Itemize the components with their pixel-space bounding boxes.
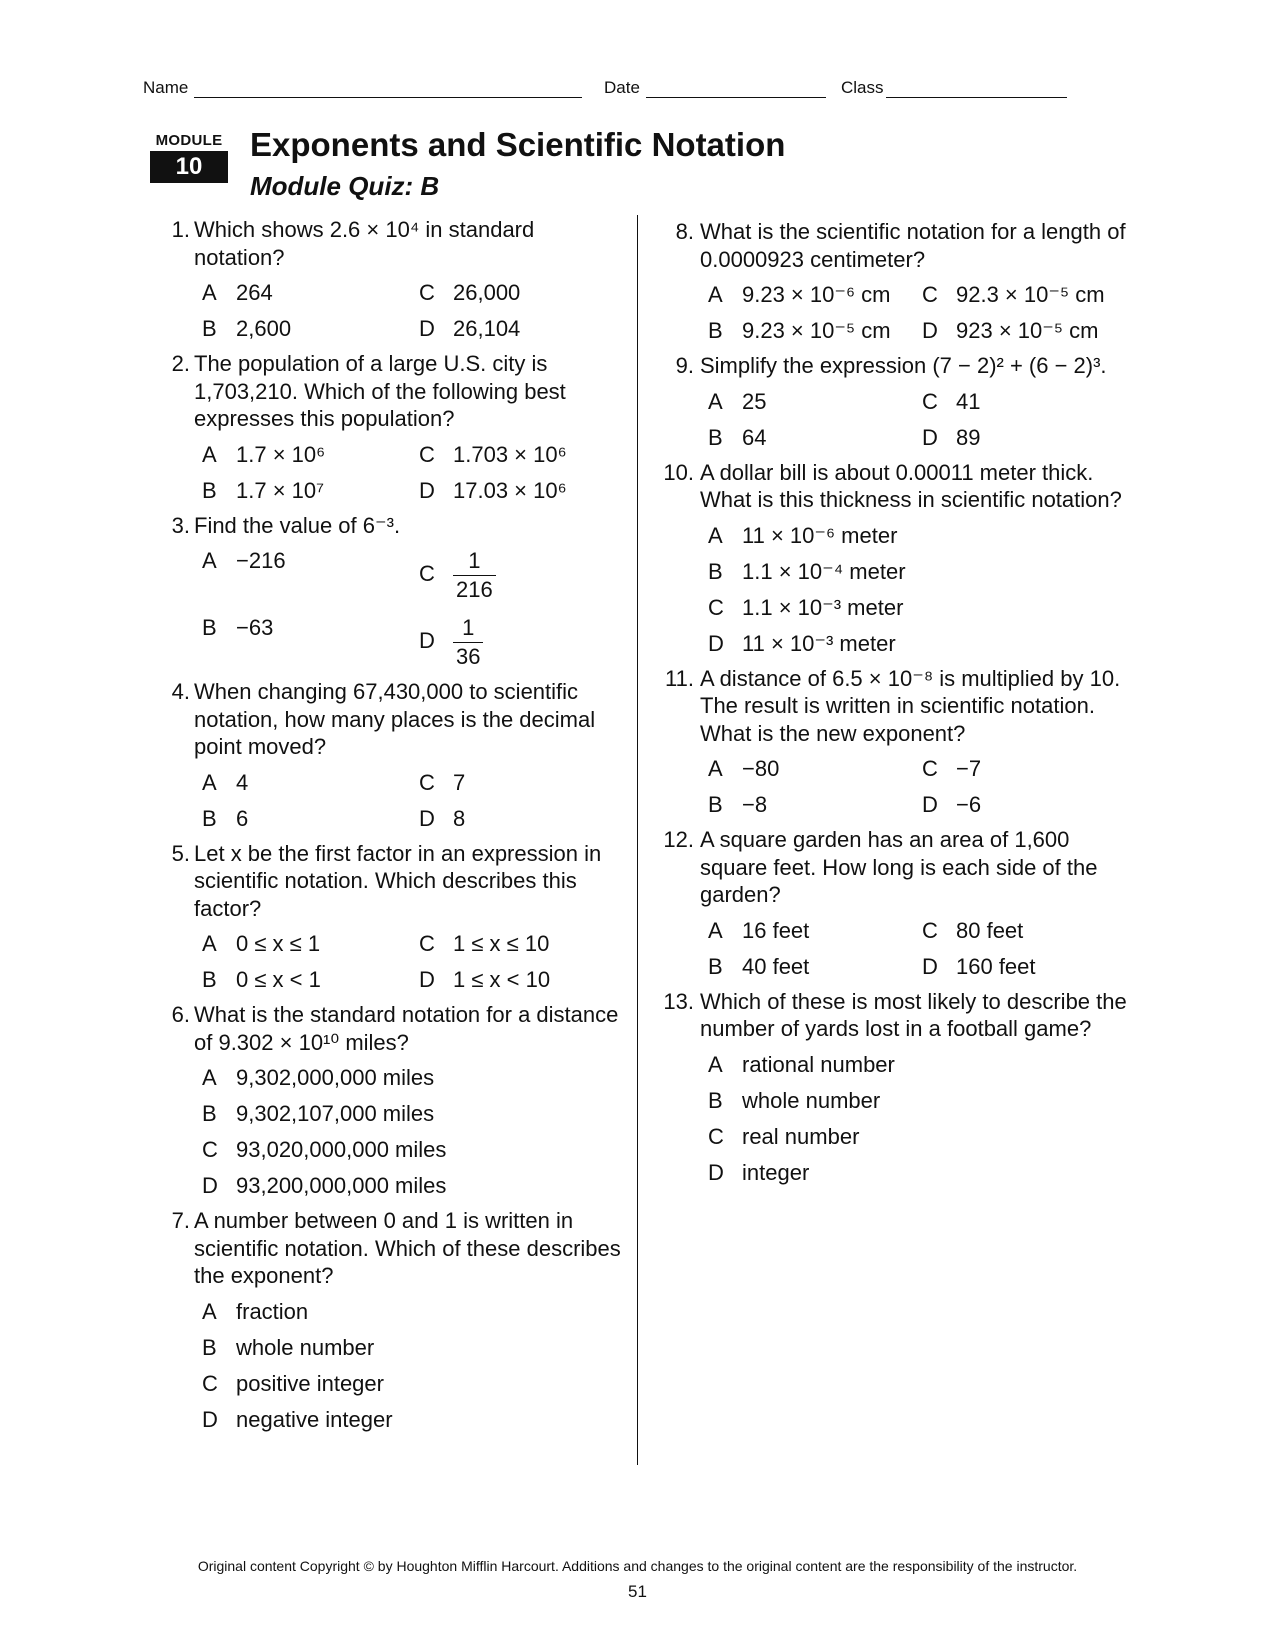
date-line[interactable] bbox=[646, 79, 826, 98]
option-letter: D bbox=[202, 1406, 218, 1432]
question-text: A dollar bill is about 0.00011 meter thick. What is this thickness in scientific notation? bbox=[700, 459, 1122, 512]
option-text: 40 feet bbox=[742, 953, 810, 979]
answer-option-a[interactable] bbox=[194, 1298, 628, 1326]
answer-options bbox=[700, 917, 1128, 981]
answer-option-a[interactable] bbox=[194, 930, 411, 958]
answer-options bbox=[700, 388, 1128, 452]
option-letter: A bbox=[202, 548, 217, 573]
answer-option-a[interactable] bbox=[700, 755, 914, 783]
answer-option-d[interactable] bbox=[914, 317, 1128, 345]
option-text: 26,104 bbox=[453, 316, 521, 341]
answer-options bbox=[194, 1298, 628, 1434]
answer-option-d[interactable] bbox=[700, 1159, 1128, 1187]
question-number: 11. bbox=[665, 665, 694, 691]
question-text: Which shows 2.6 × 10⁴ in standard notation? bbox=[194, 217, 535, 270]
answer-option-b[interactable] bbox=[194, 1334, 628, 1362]
answer-option-b[interactable] bbox=[700, 317, 914, 345]
option-letter: C bbox=[922, 388, 938, 414]
option-letter: D bbox=[419, 316, 435, 341]
option-letter: D bbox=[922, 424, 938, 450]
answer-option-d[interactable] bbox=[700, 630, 1128, 658]
question-text: Let x be the first factor in an expression in scientific notation. Which describes this factor? bbox=[194, 840, 602, 921]
answer-option-b[interactable] bbox=[194, 477, 411, 505]
answer-option-d[interactable] bbox=[411, 805, 628, 833]
question-number: 5. bbox=[171, 840, 190, 866]
question-7 bbox=[158, 1207, 628, 1434]
answer-options bbox=[700, 281, 1128, 345]
option-letter: B bbox=[708, 424, 723, 450]
option-text: negative integer bbox=[236, 1406, 393, 1432]
option-letter: D bbox=[708, 1159, 724, 1185]
answer-option-b[interactable] bbox=[194, 805, 411, 833]
option-text: whole number bbox=[742, 1087, 881, 1113]
option-text: 7 bbox=[453, 769, 466, 795]
answer-options bbox=[194, 769, 628, 833]
answer-option-c[interactable] bbox=[411, 930, 628, 958]
answer-option-a[interactable] bbox=[194, 279, 411, 307]
question-text: Simplify the expression (7 − 2)² + (6 − 2)³. bbox=[700, 353, 1107, 378]
answer-option-c[interactable] bbox=[411, 441, 628, 469]
option-letter: B bbox=[202, 1101, 217, 1126]
answer-option-c[interactable] bbox=[411, 547, 628, 604]
name-label: Name bbox=[143, 78, 189, 97]
question-number: 8. bbox=[675, 219, 694, 244]
option-text: rational number bbox=[742, 1051, 895, 1077]
answer-option-c[interactable] bbox=[914, 917, 1128, 945]
option-text: −6 bbox=[956, 792, 982, 817]
question-number: 1. bbox=[171, 217, 190, 242]
fraction-denominator: 36 bbox=[456, 644, 481, 669]
answer-option-d[interactable] bbox=[411, 614, 628, 671]
option-text: real number bbox=[742, 1123, 860, 1149]
option-text: −216 bbox=[236, 548, 286, 573]
question-number: 9. bbox=[675, 353, 694, 378]
question-10 bbox=[658, 459, 1128, 658]
option-text: whole number bbox=[236, 1334, 375, 1360]
class-line[interactable] bbox=[886, 79, 1067, 98]
option-letter: B bbox=[202, 477, 217, 503]
answer-option-c[interactable] bbox=[194, 1370, 628, 1398]
answer-options bbox=[194, 441, 628, 505]
answer-option-b[interactable] bbox=[194, 1100, 628, 1128]
question-number: 3. bbox=[171, 512, 190, 538]
option-letter: A bbox=[202, 1298, 217, 1324]
option-text: 1 ≤ x < 10 bbox=[453, 967, 551, 992]
option-text: 41 bbox=[956, 388, 981, 414]
question-number: 6. bbox=[171, 1002, 190, 1027]
answer-option-c[interactable] bbox=[700, 594, 1128, 622]
option-text: 16 feet bbox=[742, 917, 810, 943]
option-letter: C bbox=[922, 756, 938, 781]
option-text: 4 bbox=[236, 769, 249, 795]
option-text: 9,302,107,000 miles bbox=[236, 1101, 435, 1126]
date-label: Date bbox=[604, 78, 640, 97]
answer-option-a[interactable] bbox=[194, 1064, 628, 1092]
answer-options bbox=[700, 522, 1128, 658]
option-text: 1.1 × 10⁻⁴ meter bbox=[742, 558, 906, 584]
question-12 bbox=[658, 826, 1128, 981]
question-number: 10. bbox=[663, 459, 694, 485]
option-letter: C bbox=[419, 561, 435, 587]
module-number: 10 bbox=[150, 151, 228, 183]
question-11 bbox=[658, 665, 1128, 820]
option-letter: A bbox=[708, 756, 723, 781]
option-letter: D bbox=[922, 318, 938, 343]
answer-option-b[interactable] bbox=[194, 966, 411, 994]
answer-option-a[interactable] bbox=[194, 769, 411, 797]
option-letter: C bbox=[419, 769, 435, 795]
module-label: MODULE bbox=[155, 132, 223, 149]
answer-option-b[interactable] bbox=[700, 1087, 1128, 1115]
option-text: 92.3 × 10⁻⁵ cm bbox=[956, 282, 1105, 307]
option-text: 264 bbox=[236, 280, 273, 305]
answer-options bbox=[194, 1064, 628, 1200]
option-letter: A bbox=[708, 522, 723, 548]
option-letter: B bbox=[708, 792, 723, 817]
question-text: A distance of 6.5 × 10⁻⁸ is multiplied by 10. The result is written in scientific notation. What is the new exponent? bbox=[700, 665, 1121, 746]
option-letter: C bbox=[922, 282, 938, 307]
option-text: 1.1 × 10⁻³ meter bbox=[742, 594, 904, 620]
option-text: 8 bbox=[453, 805, 466, 831]
option-letter: B bbox=[202, 967, 217, 992]
option-letter: C bbox=[202, 1137, 218, 1162]
answer-option-d[interactable] bbox=[914, 791, 1128, 819]
option-letter: A bbox=[202, 1065, 217, 1090]
answer-options bbox=[700, 755, 1128, 819]
answer-option-a[interactable] bbox=[700, 522, 1128, 550]
right-column bbox=[658, 218, 1128, 1194]
option-text: 9.23 × 10⁻⁵ cm bbox=[742, 318, 891, 343]
option-text: 93,200,000,000 miles bbox=[236, 1173, 447, 1198]
name-field bbox=[143, 78, 582, 98]
option-text: 64 bbox=[742, 424, 767, 450]
fraction-denominator: 216 bbox=[456, 577, 493, 602]
answer-option-b[interactable] bbox=[700, 953, 914, 981]
option-letter: D bbox=[419, 477, 435, 503]
answer-option-a[interactable] bbox=[700, 917, 914, 945]
answer-option-b[interactable] bbox=[700, 791, 914, 819]
question-1 bbox=[158, 216, 628, 343]
option-text: 80 feet bbox=[956, 917, 1024, 943]
name-line[interactable] bbox=[194, 79, 582, 98]
page-subtitle: Module Quiz: B bbox=[250, 171, 440, 201]
answer-option-c[interactable] bbox=[411, 279, 628, 307]
option-text: 0 ≤ x ≤ 1 bbox=[236, 931, 321, 956]
question-number: 4. bbox=[171, 679, 190, 704]
question-number: 12. bbox=[663, 827, 694, 852]
option-text: 93,020,000,000 miles bbox=[236, 1137, 447, 1162]
option-letter: B bbox=[708, 1087, 723, 1113]
option-letter: D bbox=[419, 967, 435, 992]
question-text: The population of a large U.S. city is 1,703,210. Which of the following best expresses this population? bbox=[194, 351, 566, 431]
option-text: 1.703 × 10⁶ bbox=[453, 441, 567, 467]
option-letter: C bbox=[419, 441, 435, 467]
option-text: 160 feet bbox=[956, 953, 1036, 979]
option-letter: A bbox=[708, 1051, 723, 1077]
option-letter: D bbox=[922, 792, 938, 817]
question-5 bbox=[158, 840, 628, 995]
option-text: 17.03 × 10⁶ bbox=[453, 477, 567, 503]
answer-option-a[interactable] bbox=[194, 547, 411, 604]
left-column bbox=[158, 216, 628, 1441]
option-letter: A bbox=[202, 441, 217, 467]
module-badge bbox=[150, 132, 228, 183]
question-text: Find the value of 6⁻³. bbox=[194, 512, 401, 538]
fraction bbox=[453, 614, 483, 671]
question-13 bbox=[658, 988, 1128, 1187]
class-label: Class bbox=[841, 78, 884, 97]
answer-option-d[interactable] bbox=[914, 953, 1128, 981]
answer-option-a[interactable] bbox=[700, 388, 914, 416]
answer-option-a[interactable] bbox=[700, 281, 914, 309]
option-letter: B bbox=[202, 805, 217, 831]
option-text: 1.7 × 10⁷ bbox=[236, 477, 325, 503]
option-text: −8 bbox=[742, 792, 768, 817]
option-letter: C bbox=[419, 280, 435, 305]
question-text: A number between 0 and 1 is written in scientific notation. Which of these describes the exponent? bbox=[194, 1208, 621, 1288]
question-9 bbox=[658, 352, 1128, 452]
answer-options bbox=[194, 930, 628, 994]
option-text: 0 ≤ x < 1 bbox=[236, 967, 321, 992]
option-letter: B bbox=[708, 953, 723, 979]
question-3 bbox=[158, 512, 628, 672]
option-letter: D bbox=[708, 630, 724, 656]
option-text: −7 bbox=[956, 756, 982, 781]
option-letter: D bbox=[202, 1173, 218, 1198]
option-letter: B bbox=[708, 318, 723, 343]
answer-option-c[interactable] bbox=[914, 281, 1128, 309]
column-divider bbox=[637, 215, 638, 1465]
option-text: 9,302,000,000 miles bbox=[236, 1065, 435, 1090]
option-letter: A bbox=[202, 931, 217, 956]
option-text: fraction bbox=[236, 1298, 309, 1324]
answer-option-d[interactable] bbox=[194, 1172, 628, 1200]
answer-option-d[interactable] bbox=[411, 315, 628, 343]
option-letter: C bbox=[708, 1123, 724, 1149]
question-2 bbox=[158, 350, 628, 505]
answer-option-c[interactable] bbox=[700, 1123, 1128, 1151]
page-number: 51 bbox=[628, 1582, 647, 1601]
option-text: 2,600 bbox=[236, 316, 292, 341]
option-letter: C bbox=[419, 931, 435, 956]
question-4 bbox=[158, 678, 628, 833]
answer-options bbox=[700, 1051, 1128, 1187]
class-field bbox=[841, 78, 1067, 98]
answer-option-a[interactable] bbox=[700, 1051, 1128, 1079]
option-text: −80 bbox=[742, 756, 780, 781]
option-letter: B bbox=[708, 558, 723, 584]
option-text: 1.7 × 10⁶ bbox=[236, 441, 326, 467]
question-number: 13. bbox=[663, 988, 694, 1014]
option-text: 11 × 10⁻⁶ meter bbox=[742, 522, 898, 548]
question-text: What is the scientific notation for a length of 0.0000923 centimeter? bbox=[700, 219, 1126, 272]
option-letter: D bbox=[419, 628, 435, 654]
option-text: 25 bbox=[742, 388, 767, 414]
option-text: positive integer bbox=[236, 1370, 384, 1396]
question-number: 2. bbox=[171, 351, 190, 376]
answer-option-c[interactable] bbox=[411, 769, 628, 797]
date-field bbox=[604, 78, 826, 98]
option-text: 923 × 10⁻⁵ cm bbox=[956, 318, 1099, 343]
option-text: 1 ≤ x ≤ 10 bbox=[453, 931, 550, 956]
option-letter: B bbox=[202, 615, 217, 640]
copyright-footer: Original content Copyright © by Houghton Mifflin Harcourt. Additions and changes to the original content are the responsibility of the instructor. bbox=[197, 1558, 1078, 1574]
option-letter: A bbox=[708, 917, 723, 943]
answer-option-b[interactable] bbox=[194, 315, 411, 343]
answer-option-d[interactable] bbox=[914, 424, 1128, 452]
question-text: Which of these is most likely to describe the number of yards lost in a football game? bbox=[700, 988, 1127, 1041]
option-letter: C bbox=[202, 1370, 218, 1396]
option-letter: A bbox=[202, 280, 217, 305]
page-title: Exponents and Scientific Notation bbox=[250, 126, 786, 163]
question-number: 7. bbox=[171, 1208, 190, 1233]
option-text: 6 bbox=[236, 805, 249, 831]
option-text: 11 × 10⁻³ meter bbox=[742, 630, 896, 656]
answer-option-c[interactable] bbox=[194, 1136, 628, 1164]
fraction-numerator: 1 bbox=[453, 547, 496, 576]
answer-option-b[interactable] bbox=[700, 424, 914, 452]
answer-option-c[interactable] bbox=[914, 388, 1128, 416]
option-letter: D bbox=[922, 953, 938, 979]
answer-option-d[interactable] bbox=[411, 966, 628, 994]
option-text: 9.23 × 10⁻⁶ cm bbox=[742, 282, 891, 307]
answer-options bbox=[194, 279, 628, 343]
answer-option-b[interactable] bbox=[700, 558, 1128, 586]
question-text: A square garden has an area of 1,600 square feet. How long is each side of the garden? bbox=[700, 827, 1098, 907]
option-text: −63 bbox=[236, 615, 274, 640]
option-letter: A bbox=[708, 388, 723, 414]
option-letter: C bbox=[922, 917, 938, 943]
fraction bbox=[453, 547, 496, 604]
question-6 bbox=[158, 1001, 628, 1200]
option-letter: B bbox=[202, 1334, 217, 1360]
question-8 bbox=[658, 218, 1128, 345]
answer-option-d[interactable] bbox=[411, 477, 628, 505]
question-text: When changing 67,430,000 to scientific notation, how many places is the decimal point moved? bbox=[194, 679, 596, 759]
option-letter: B bbox=[202, 316, 217, 341]
answer-options bbox=[194, 547, 628, 671]
answer-option-a[interactable] bbox=[194, 441, 411, 469]
option-letter: A bbox=[708, 282, 723, 307]
option-text: 89 bbox=[956, 424, 981, 450]
option-letter: C bbox=[708, 594, 724, 620]
question-text: What is the standard notation for a distance of 9.302 × 10¹⁰ miles? bbox=[194, 1002, 619, 1055]
option-letter: D bbox=[419, 805, 435, 831]
option-text: integer bbox=[742, 1159, 810, 1185]
answer-option-c[interactable] bbox=[914, 755, 1128, 783]
option-text: 26,000 bbox=[453, 280, 521, 305]
answer-option-b[interactable] bbox=[194, 614, 411, 671]
option-letter: A bbox=[202, 769, 217, 795]
fraction-numerator: 1 bbox=[453, 614, 483, 643]
answer-option-d[interactable] bbox=[194, 1406, 628, 1434]
